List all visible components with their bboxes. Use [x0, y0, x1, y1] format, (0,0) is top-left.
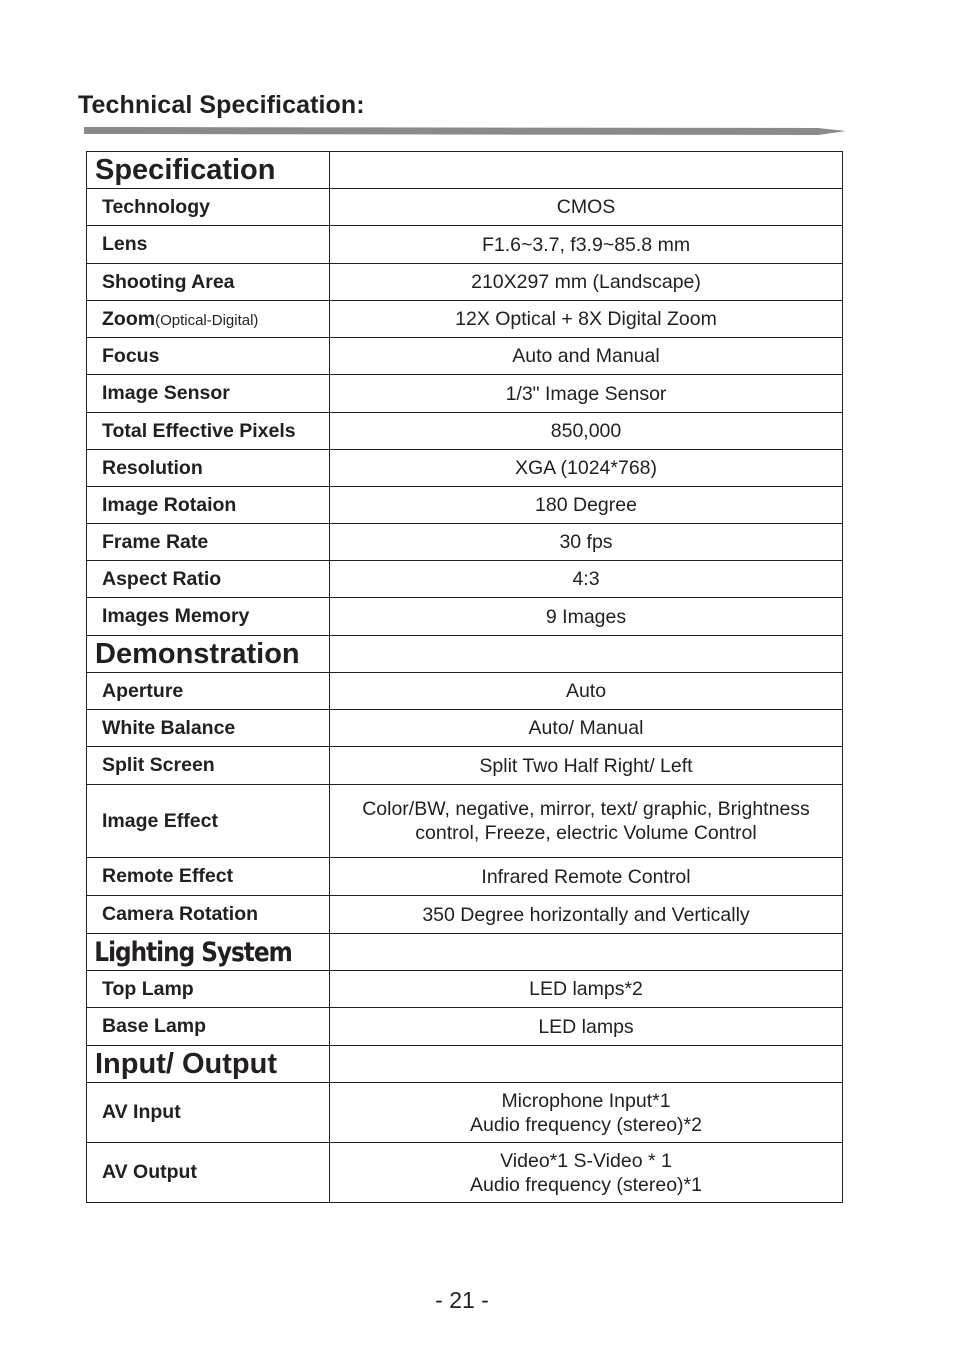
row-label: Technology	[87, 189, 330, 226]
table-row	[87, 1143, 843, 1203]
table-row	[87, 598, 843, 636]
row-value: 4:3	[330, 561, 843, 598]
table-row	[87, 487, 843, 524]
row-value	[330, 785, 843, 858]
row-label	[87, 301, 330, 338]
row-value: XGA (1024*768)	[330, 450, 843, 487]
row-label: Lens	[87, 226, 330, 264]
section-title: Lighting System	[87, 934, 296, 971]
table-row	[87, 1083, 843, 1143]
row-label: White Balance	[87, 710, 330, 747]
row-value: LED lamps*2	[330, 971, 843, 1008]
section-header-io	[87, 1046, 843, 1083]
table-row	[87, 264, 843, 301]
table-row	[87, 524, 843, 561]
row-label: Focus	[87, 338, 330, 375]
table-row	[87, 301, 843, 338]
row-label: Total Effective Pixels	[87, 413, 330, 450]
row-label: Resolution	[87, 450, 330, 487]
row-label: AV Input	[87, 1083, 330, 1143]
section-title: Specification	[87, 152, 330, 189]
spec-table	[86, 151, 843, 1203]
row-value: 9 Images	[330, 598, 843, 636]
table-row	[87, 450, 843, 487]
row-label: Image Rotaion	[87, 487, 330, 524]
row-value: LED lamps	[330, 1008, 843, 1046]
table-row	[87, 226, 843, 264]
section-header-specification	[87, 152, 843, 189]
row-label: Aspect Ratio	[87, 561, 330, 598]
table-row	[87, 747, 843, 785]
table-row	[87, 785, 843, 858]
value-line: Audio frequency (stereo)*2	[470, 1113, 702, 1136]
value-line: Audio frequency (stereo)*1	[470, 1173, 702, 1196]
section-header-lighting	[87, 934, 843, 971]
row-label: Image Sensor	[87, 375, 330, 413]
table-row	[87, 413, 843, 450]
row-label: Images Memory	[87, 598, 330, 636]
page-heading: Technical Specification:	[78, 91, 365, 119]
row-value: Infrared Remote Control	[330, 858, 843, 896]
row-label: AV Output	[87, 1143, 330, 1203]
value-line: Microphone Input*1	[501, 1089, 671, 1112]
row-value	[330, 1083, 843, 1143]
row-label: Split Screen	[87, 747, 330, 785]
row-value: CMOS	[330, 189, 843, 226]
row-label: Frame Rate	[87, 524, 330, 561]
row-value: 1/3" Image Sensor	[330, 375, 843, 413]
row-label: Aperture	[87, 673, 330, 710]
section-title: Input/ Output	[87, 1046, 330, 1083]
row-value: 180 Degree	[330, 487, 843, 524]
page-number: - 21 -	[435, 1287, 489, 1313]
table-row	[87, 710, 843, 747]
table-row	[87, 858, 843, 896]
row-value: 850,000	[330, 413, 843, 450]
row-label: Camera Rotation	[87, 896, 330, 934]
value-line: control, Freeze, electric Volume Control	[415, 822, 757, 844]
section-title: Demonstration	[87, 636, 330, 673]
row-value: Auto and Manual	[330, 338, 843, 375]
section-header-demonstration	[87, 636, 843, 673]
row-value: Auto/ Manual	[330, 710, 843, 747]
table-row	[87, 561, 843, 598]
row-value: Split Two Half Right/ Left	[330, 747, 843, 785]
table-row	[87, 1008, 843, 1046]
row-label: Top Lamp	[87, 971, 330, 1008]
zoom-label-note: (Optical-Digital)	[155, 311, 259, 329]
value-line: Color/BW, negative, mirror, text/ graphic, Brightness	[362, 798, 810, 820]
row-label: Image Effect	[87, 785, 330, 858]
row-value: 30 fps	[330, 524, 843, 561]
row-value: 210X297 mm (Landscape)	[330, 264, 843, 301]
row-value	[330, 1143, 843, 1203]
row-label: Remote Effect	[87, 858, 330, 896]
zoom-label: Zoom	[102, 307, 156, 330]
table-row	[87, 971, 843, 1008]
table-row	[87, 375, 843, 413]
row-value: F1.6~3.7, f3.9~85.8 mm	[330, 226, 843, 264]
row-label: Base Lamp	[87, 1008, 330, 1046]
table-row	[87, 673, 843, 710]
row-value: 12X Optical + 8X Digital Zoom	[330, 301, 843, 338]
table-row	[87, 338, 843, 375]
row-label: Shooting Area	[87, 264, 330, 301]
heading-underline	[84, 124, 846, 138]
row-value: Auto	[330, 673, 843, 710]
row-value: 350 Degree horizontally and Vertically	[330, 896, 843, 934]
table-row	[87, 896, 843, 934]
value-line: Video*1 S-Video * 1	[500, 1149, 672, 1172]
table-row	[87, 189, 843, 226]
